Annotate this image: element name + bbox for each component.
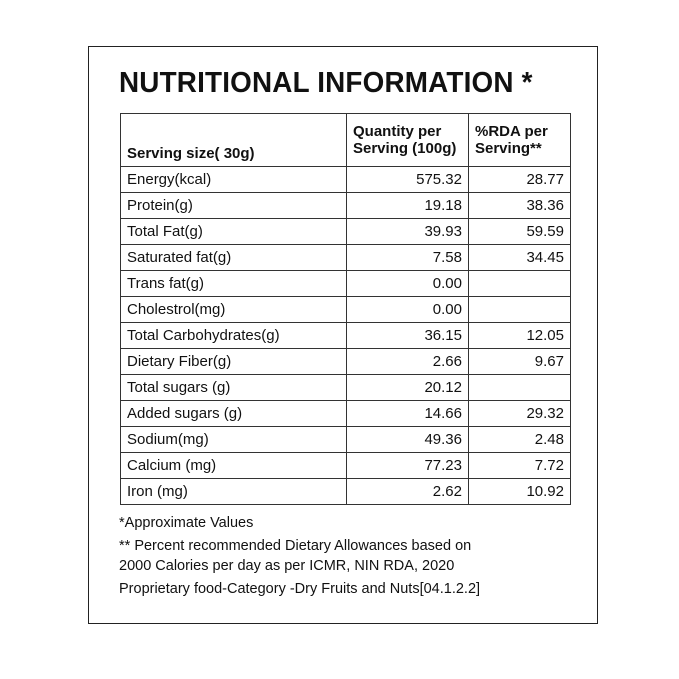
header-quantity: Quantity per Serving (100g) <box>347 114 469 167</box>
header-rda: %RDA per Serving** <box>469 114 571 167</box>
nutrient-name: Calcium (mg) <box>121 453 347 479</box>
nutrient-rda <box>469 297 571 323</box>
table-header-row <box>121 114 571 167</box>
nutrient-name: Trans fat(g) <box>121 271 347 297</box>
table-row <box>121 349 571 375</box>
table-row <box>121 193 571 219</box>
nutrient-name: Total Carbohydrates(g) <box>121 323 347 349</box>
note-category: Proprietary food-Category -Dry Fruits and Nuts[04.1.2.2] <box>119 581 481 597</box>
nutrient-name: Energy(kcal) <box>121 167 347 193</box>
nutrient-quantity: 19.18 <box>347 193 469 219</box>
nutrient-quantity: 39.93 <box>347 219 469 245</box>
nutrient-name: Sodium(mg) <box>121 427 347 453</box>
label-title: NUTRITIONAL INFORMATION * <box>119 67 533 99</box>
nutrient-rda <box>469 375 571 401</box>
table-row <box>121 271 571 297</box>
nutrient-rda: 2.48 <box>469 427 571 453</box>
nutrient-rda: 10.92 <box>469 479 571 505</box>
nutrient-name: Saturated fat(g) <box>121 245 347 271</box>
nutrient-quantity: 0.00 <box>347 271 469 297</box>
table-row <box>121 167 571 193</box>
nutrient-rda: 28.77 <box>469 167 571 193</box>
nutrient-rda: 29.32 <box>469 401 571 427</box>
nutrient-name: Iron (mg) <box>121 479 347 505</box>
note-approximate: *Approximate Values <box>119 515 254 531</box>
table-row <box>121 297 571 323</box>
table-row <box>121 245 571 271</box>
header-serving-size: Serving size( 30g) <box>121 114 347 167</box>
nutrient-quantity: 14.66 <box>347 401 469 427</box>
nutrient-name: Dietary Fiber(g) <box>121 349 347 375</box>
table-row <box>121 453 571 479</box>
table-row <box>121 479 571 505</box>
table-row <box>121 323 571 349</box>
nutrient-name: Total Fat(g) <box>121 219 347 245</box>
nutrient-rda: 7.72 <box>469 453 571 479</box>
nutrition-label <box>88 46 598 624</box>
table-row <box>121 219 571 245</box>
nutrient-quantity: 36.15 <box>347 323 469 349</box>
table-row <box>121 375 571 401</box>
nutrient-quantity: 49.36 <box>347 427 469 453</box>
nutrient-quantity: 2.66 <box>347 349 469 375</box>
nutrient-rda: 38.36 <box>469 193 571 219</box>
footnotes <box>119 513 480 599</box>
nutrition-table <box>120 113 571 505</box>
nutrient-quantity: 7.58 <box>347 245 469 271</box>
nutrient-rda: 9.67 <box>469 349 571 375</box>
nutrient-name: Total sugars (g) <box>121 375 347 401</box>
note-rda-line-1: ** Percent recommended Dietary Allowances based on <box>119 538 472 554</box>
nutrient-name: Protein(g) <box>121 193 347 219</box>
nutrient-rda <box>469 271 571 297</box>
note-rda-line-2: 2000 Calories per day as per ICMR, NIN RDA, 2020 <box>119 558 455 574</box>
nutrient-quantity: 0.00 <box>347 297 469 323</box>
table-row <box>121 401 571 427</box>
nutrient-quantity: 77.23 <box>347 453 469 479</box>
table-row <box>121 427 571 453</box>
nutrient-name: Added sugars (g) <box>121 401 347 427</box>
nutrient-rda: 12.05 <box>469 323 571 349</box>
nutrient-rda: 59.59 <box>469 219 571 245</box>
nutrient-name: Cholestrol(mg) <box>121 297 347 323</box>
nutrient-quantity: 20.12 <box>347 375 469 401</box>
nutrient-quantity: 2.62 <box>347 479 469 505</box>
nutrient-quantity: 575.32 <box>347 167 469 193</box>
nutrient-rda: 34.45 <box>469 245 571 271</box>
